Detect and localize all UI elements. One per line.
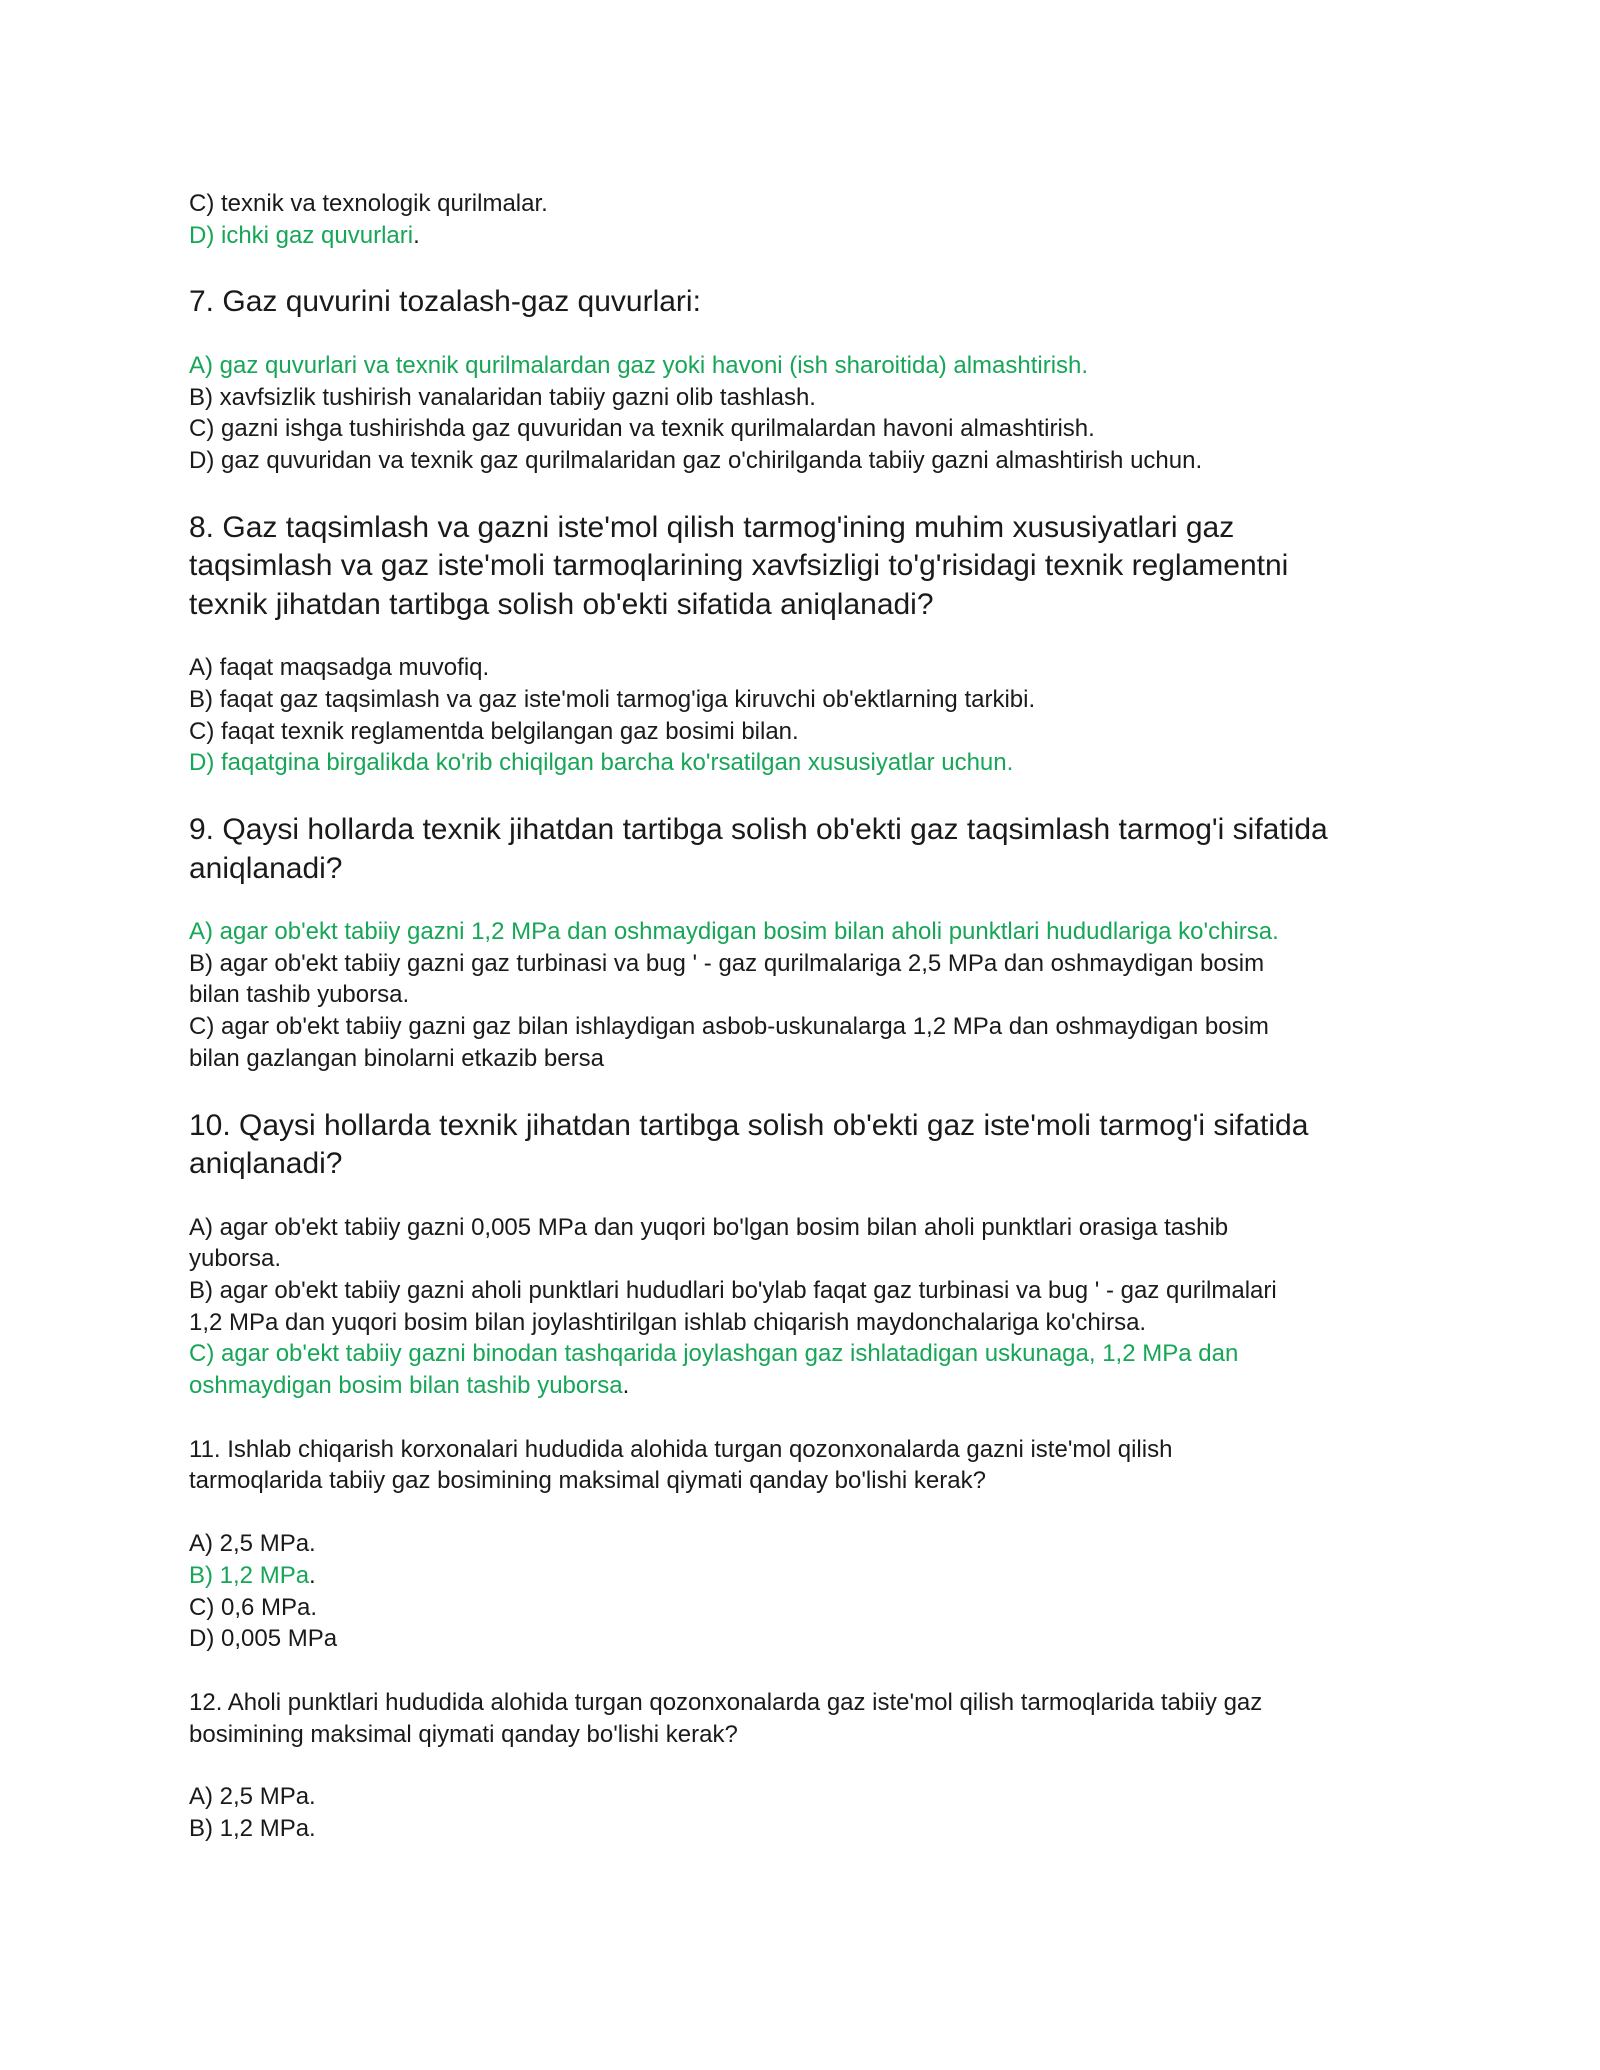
question-title-line: bosimining maksimal qiymati qanday bo'lishi kerak? — [189, 1720, 738, 1748]
option-c: C) 0,6 MPa. — [189, 1593, 318, 1621]
question-title-line: 10. Qaysi hollarda texnik jihatdan tartibga solish ob'ekti gaz iste'moli tarmog'i sifatida — [189, 1108, 1309, 1142]
option-c: C) faqat texnik reglamentda belgilangan gaz bosimi bilan. — [189, 717, 799, 745]
question-title-line: texnik jihatdan tartibga solish ob'ekti sifatida aniqlanadi? — [189, 587, 934, 621]
question-title-line: aniqlanadi? — [189, 851, 343, 885]
option-c-line: bilan gazlangan binolarni etkazib bersa — [189, 1044, 604, 1072]
option-d-correct: D) faqatgina birgalikda ko'rib chiqilgan barcha ko'rsatilgan xususiyatlar uchun. — [189, 749, 1014, 777]
option-b: B) xavfsizlik tushirish vanalaridan tabiiy gazni olib tashlash. — [189, 383, 816, 411]
option-b-correct — [189, 1560, 1419, 1592]
question-title-line: 12. Aholi punktlari hududida alohida turgan qozonxonalarda gaz iste'mol qilish tarmoqlarida tabiiy gaz — [189, 1688, 1263, 1716]
option-a: A) faqat maqsadga muvofiq. — [189, 654, 490, 682]
question-11 — [189, 1434, 1419, 1655]
correct-answer-text: oshmaydigan bosim bilan tashib yuborsa — [189, 1372, 623, 1400]
option-b: B) faqat gaz taqsimlash va gaz iste'moli tarmog'iga kiruvchi ob'ektlarning tarkibi. — [189, 685, 1036, 713]
option-c-line: C) agar ob'ekt tabiiy gazni gaz bilan ishlaydigan asbob-uskunalarga 1,2 MPa dan oshmaydigan bosim — [189, 1013, 1269, 1041]
option-c-correct-line: C) agar ob'ekt tabiiy gazni binodan tashqarida joylashgan gaz ishlatadigan uskunaga, 1,2 MPa dan — [189, 1340, 1239, 1368]
correct-answer-text: B) 1,2 MPa — [189, 1561, 310, 1589]
correct-answer-text: D) ichki gaz quvurlari — [189, 221, 414, 249]
option-d: D) gaz quvuridan va texnik gaz qurilmalaridan gaz o'chirilganda tabiiy gazni almashtirish uchun. — [189, 447, 1203, 475]
option-a-correct: A) agar ob'ekt tabiiy gazni 1,2 MPa dan oshmaydigan bosim bilan aholi punktlari hududlariga ko'chirsa. — [189, 918, 1279, 946]
option-a-line: yuborsa. — [189, 1245, 282, 1273]
question-title-line: 8. Gaz taqsimlash va gazni iste'mol qilish tarmog'ining muhim xususiyatlari gaz — [189, 510, 1235, 544]
option-tail: . — [309, 1561, 316, 1589]
question-8 — [189, 509, 1419, 779]
question-12 — [189, 1687, 1419, 1845]
option-a-line: A) agar ob'ekt tabiiy gazni 0,005 MPa dan yuqori bo'lgan bosim bilan aholi punktlari orasiga tashib — [189, 1213, 1229, 1241]
option-b-line: B) agar ob'ekt tabiiy gazni gaz turbinasi va bug ' - gaz qurilmalariga 2,5 MPa dan oshmaydigan bosim — [189, 949, 1265, 977]
question-title-line: 9. Qaysi hollarda texnik jihatdan tartibga solish ob'ekti gaz taqsimlash tarmog'i sifatida — [189, 813, 1328, 847]
option-a: A) 2,5 MPa. — [189, 1783, 316, 1811]
question-9 — [189, 811, 1419, 1075]
question-title-line: taqsimlash va gaz iste'moli tarmoqlarining xavfsizligi to'g'risidagi texnik reglamentni — [189, 549, 1289, 583]
option-c: C) gazni ishga tushirishda gaz quvuridan va texnik qurilmalardan havoni almashtirish. — [189, 415, 1095, 443]
document-page — [189, 188, 1419, 1845]
option-b-line: B) agar ob'ekt tabiiy gazni aholi punktlari hududlari bo'ylab faqat gaz turbinasi va bug ' - gaz qurilmalari — [189, 1276, 1277, 1304]
option-c: C) texnik va texnologik qurilmalar. — [189, 190, 548, 217]
option-a: A) 2,5 MPa. — [189, 1530, 316, 1558]
question-title-line: tarmoqlarida tabiiy gaz bosimining maksimal qiymati qanday bo'lishi kerak? — [189, 1467, 986, 1495]
question-title: 7. Gaz quvurini tozalash-gaz quvurlari: — [189, 285, 701, 319]
option-b-line: bilan tashib yuborsa. — [189, 981, 410, 1009]
option-b: B) 1,2 MPa. — [189, 1815, 316, 1843]
option-c-correct-line — [189, 1370, 1419, 1402]
option-tail: . — [622, 1372, 630, 1400]
option-d: D) 0,005 MPa — [189, 1625, 338, 1653]
carry-over-options — [189, 188, 1419, 251]
option-d-correct — [189, 220, 1419, 252]
option-tail: . — [413, 221, 420, 249]
question-10 — [189, 1107, 1419, 1402]
question-title-line: aniqlanadi? — [189, 1147, 343, 1181]
question-title-line: 11. Ishlab chiqarish korxonalari hududida alohida turgan qozonxonalarda gazni iste'mol qilish — [189, 1435, 1173, 1463]
option-b-line: 1,2 MPa dan yuqori bosim bilan joylashtirilgan ishlab chiqarish maydonchalariga ko'chirsa. — [189, 1308, 1147, 1336]
option-a-correct: A) gaz quvurlari va texnik qurilmalardan gaz yoki havoni (ish sharoitida) almashtirish. — [189, 351, 1089, 379]
question-7 — [189, 283, 1419, 476]
